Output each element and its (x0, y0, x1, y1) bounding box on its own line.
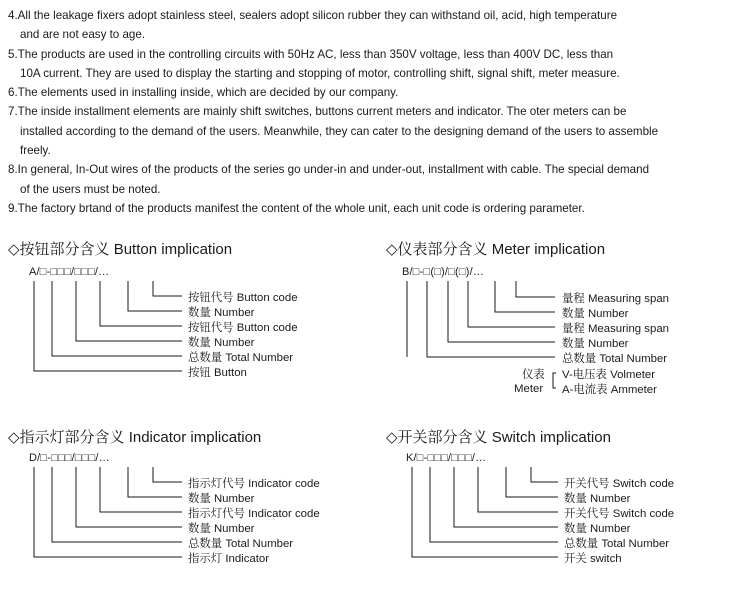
button-section-title: ◇按钮部分含义 Button implication (8, 241, 233, 258)
button-label: 数量 Number (188, 307, 255, 319)
indicator-label: 总数量 Total Number (188, 538, 294, 550)
meter-amp-label: A-电流表 Ammeter (562, 384, 657, 396)
meter-code-format: B/□-□(□)/□(□)/… (402, 266, 485, 278)
button-label: 数量 Number (188, 337, 255, 349)
meter-label: 数量 Number (562, 338, 629, 350)
note-line: and are not easy to age. (20, 28, 146, 42)
note-line: 6.The elements used in installing inside, which are decided by our company. (8, 86, 399, 100)
indicator-label: 指示灯代号 Indicator code (188, 478, 320, 490)
indicator-label: 指示灯 Indicator (188, 553, 270, 565)
button-code-format: A/□-□□□/□□□/… (29, 266, 110, 278)
button-label: 按钮代号 Button code (188, 292, 298, 304)
note-line: installed according to the demand of the users. Meanwhile, they can cater to the designing demand of the users to assemble (20, 124, 659, 138)
note-line: 5.The products are used in the controlling circuits with 50Hz AC, less than 350V voltage, less than 400V DC, less than (8, 47, 614, 61)
note-line: freely. (20, 144, 51, 158)
indicator-code-format: D/□-□□□/□□□/… (29, 452, 110, 464)
indicator-label: 数量 Number (188, 523, 255, 535)
meter-label: 量程 Measuring span (562, 293, 669, 305)
switch-label: 开关 switch (564, 553, 622, 565)
note-line: 4.All the leakage fixers adopt stainless steel, sealers adopt silicon rubber they can withstand oil, acid, high temperature (8, 9, 618, 22)
meter-volt-label: V-电压表 Volmeter (562, 369, 656, 381)
indicator-label: 指示灯代号 Indicator code (188, 508, 320, 520)
meter-label: 总数量 Total Number (562, 353, 668, 365)
button-label: 按钮 Button (188, 367, 247, 379)
switch-label: 总数量 Total Number (564, 538, 670, 550)
switch-label: 数量 Number (564, 523, 631, 535)
note-line: 7.The inside installment elements are mainly shift switches, buttons current meters and indicator. The oter meters can be (8, 105, 627, 119)
switch-label: 开关代号 Switch code (564, 508, 675, 520)
note-line: 10A current. They are used to display the starting and stopping of motor, controlling shift, signal shift, meter measure. (20, 66, 620, 80)
switch-section-title: ◇开关部分含义 Switch implication (386, 429, 611, 446)
button-label: 总数量 Total Number (188, 352, 294, 364)
meter-label: 量程 Measuring span (562, 323, 669, 335)
switch-label: 数量 Number (564, 493, 631, 505)
note-line: 8.In general, In-Out wires of the products of the series go under-in and under-out, installment with cable. The special demand (8, 163, 650, 177)
meter-type-label-en: Meter (514, 383, 544, 395)
indicator-section-title: ◇指示灯部分含义 Indicator implication (8, 429, 262, 446)
indicator-label: 数量 Number (188, 493, 255, 505)
switch-label: 开关代号 Switch code (564, 478, 675, 490)
note-line: of the users must be noted. (20, 182, 161, 196)
meter-section-title: ◇仪表部分含义 Meter implication (386, 241, 606, 258)
meter-label: 数量 Number (562, 308, 629, 320)
switch-code-format: K/□-□□□/□□□/… (406, 452, 487, 464)
meter-type-label-cn: 仪表 (522, 369, 545, 381)
note-line: 9.The factory brtand of the products manifest the content of the whole unit, each unit code is ordering parameter. (8, 201, 585, 215)
button-label: 按钮代号 Button code (188, 322, 298, 334)
